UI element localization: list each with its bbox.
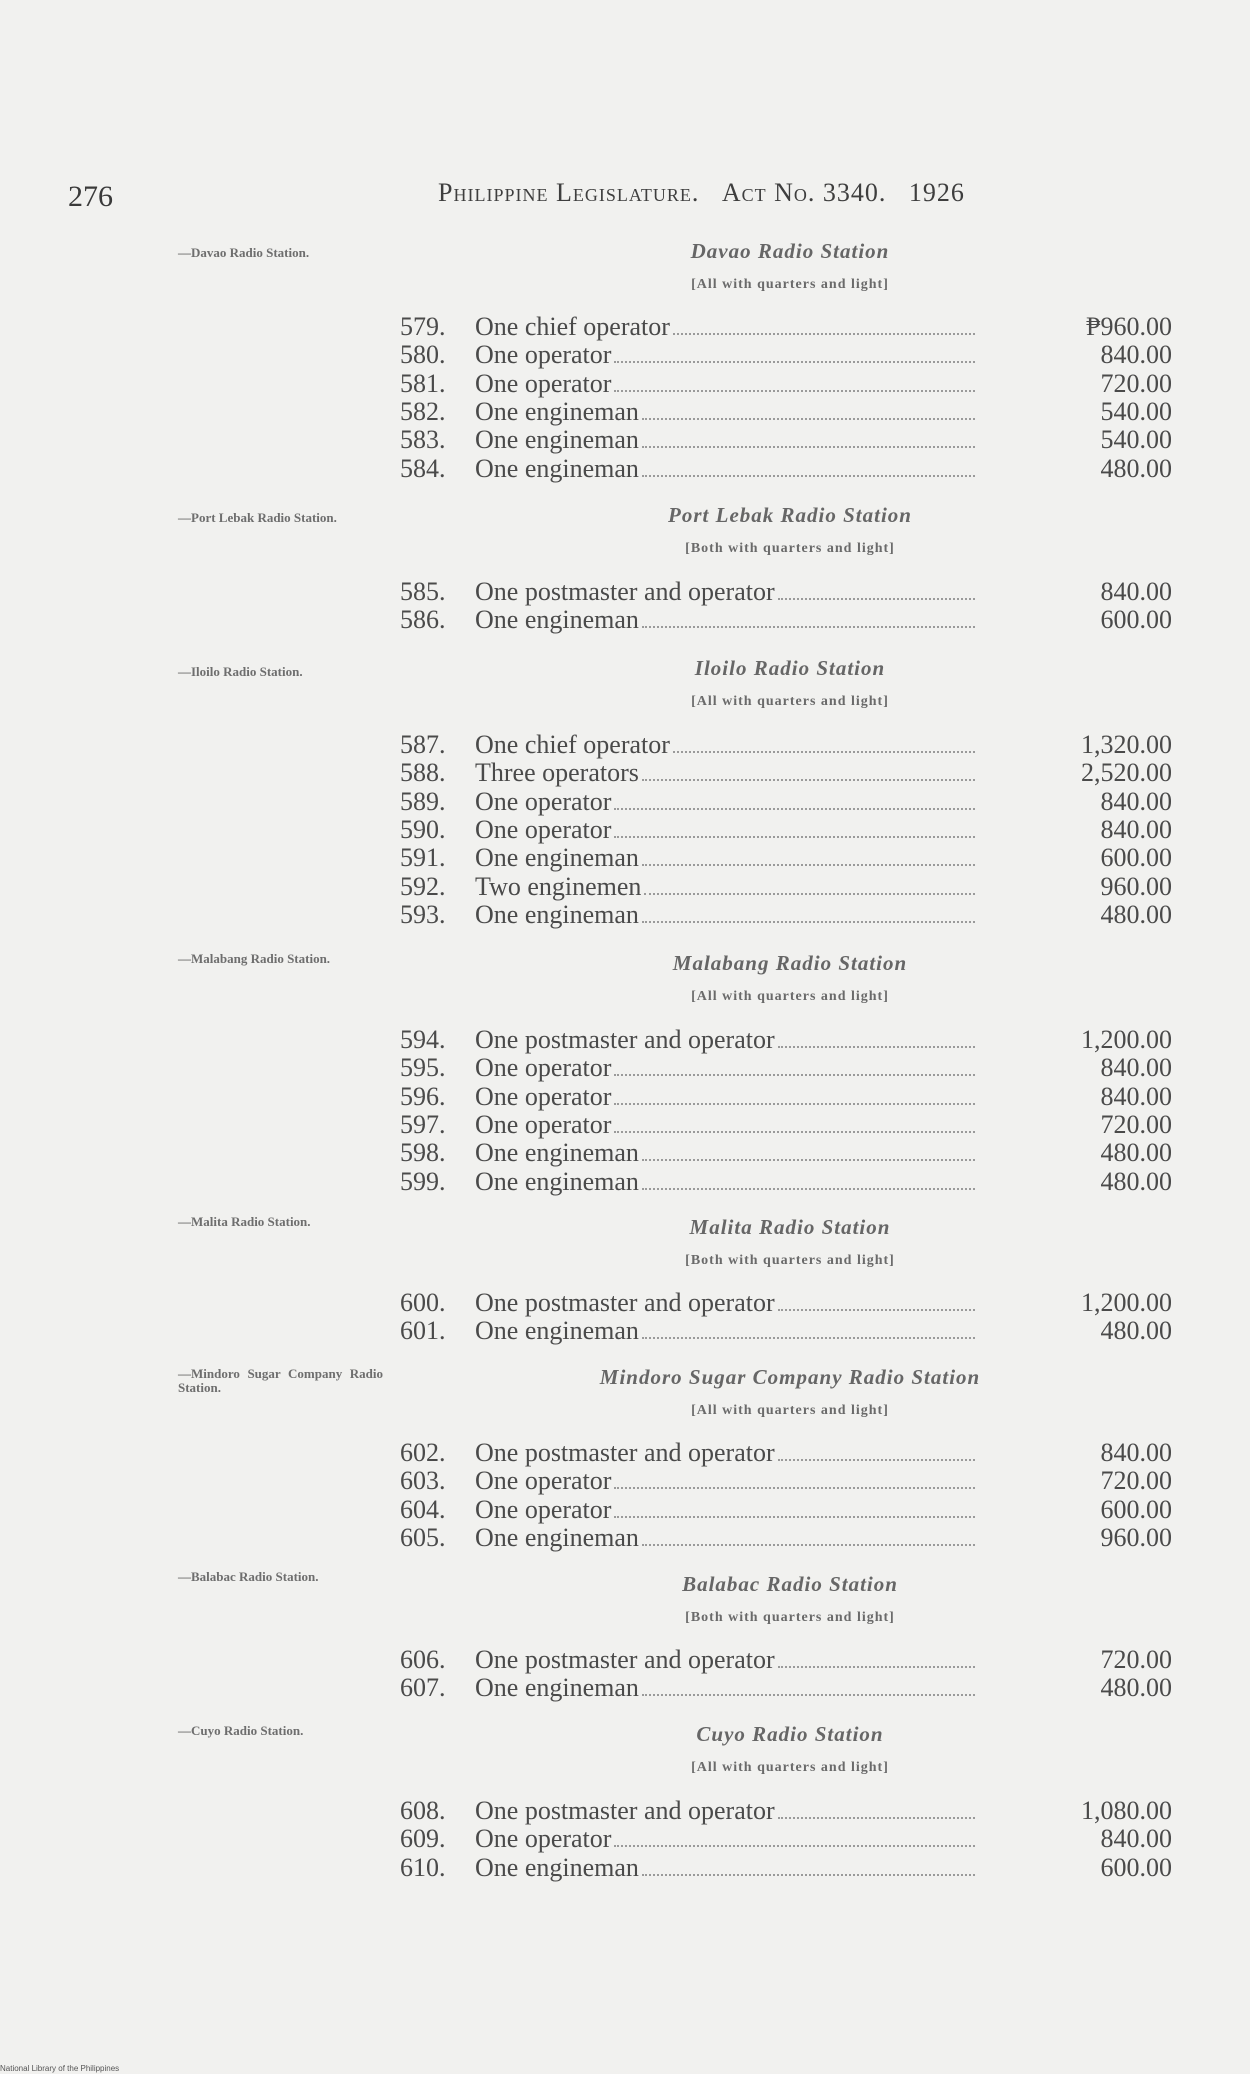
item-number: 594. [400,1025,446,1054]
dot-leader [778,1309,975,1311]
item-description: One engineman [475,1166,639,1196]
line-item [400,1645,1172,1673]
item-number: 608. [400,1796,446,1825]
line-item [400,1138,1172,1166]
item-amount: 960.00 [1100,1522,1172,1552]
item-number: 591. [400,843,446,873]
line-item [400,1288,1172,1316]
item-amount: 600.00 [1100,843,1172,873]
item-description: One engineman [475,843,639,873]
item-number: 610. [400,1852,446,1882]
item-description-cell [475,1288,975,1318]
dot-leader [642,779,975,781]
item-number: 596. [400,1081,446,1111]
dot-leader [642,475,975,477]
item-description: One engineman [475,1138,639,1168]
item-number: 581. [400,368,446,398]
line-item [400,1853,1172,1881]
item-number: 587. [400,730,446,759]
item-amount: 600.00 [1100,1494,1172,1524]
item-description-cell [475,872,975,902]
item-number: 606. [400,1645,446,1674]
item-description: One operator [475,1494,612,1524]
item-description: Two enginemen [475,871,642,901]
item-description-cell [475,1438,975,1468]
item-number: 588. [400,758,446,788]
margin-note: —Cuyo Radio Station. [178,1723,304,1738]
line-item [400,1316,1172,1344]
item-amount: 720.00 [1100,1109,1172,1139]
line-item [400,577,1172,605]
margin-note: —Port Lebak Radio Station. [178,510,337,525]
item-description-cell [475,843,975,873]
item-description: One postmaster and operator [475,1025,775,1054]
item-number: 603. [400,1466,446,1496]
dot-leader [642,1874,975,1876]
item-description: One operator [475,786,612,816]
margin-note: —Mindoro Sugar Company Radio Station. [178,1366,383,1395]
item-amount: 480.00 [1100,1673,1172,1703]
item-description-cell [475,787,975,817]
item-description-cell [475,1645,975,1675]
dot-leader [614,836,975,838]
dot-leader [673,333,975,335]
item-description: One operator [475,814,612,844]
section-subheading: [Both with quarters and light] [685,1253,895,1268]
dot-leader [614,1074,975,1076]
item-description: One postmaster and operator [475,1288,775,1317]
line-item [400,758,1172,786]
dot-leader [642,1188,975,1190]
item-description: One chief operator [475,730,670,759]
margin-note: —Iloilo Radio Station. [178,664,303,679]
line-item [400,1673,1172,1701]
section-subheading: [All with quarters and light] [691,989,889,1004]
section-heading: Cuyo Radio Station [696,1722,884,1746]
section-subheading: [All with quarters and light] [691,1403,889,1418]
item-number: 605. [400,1522,446,1552]
item-description-cell [475,1138,975,1168]
item-number: 598. [400,1138,446,1168]
footer-credit: National Library of the Philippines [0,2064,120,2073]
item-description: One chief operator [475,312,670,341]
item-description: One engineman [475,453,639,483]
item-description-cell [475,1053,975,1083]
item-description-cell [475,758,975,788]
item-description: One engineman [475,1673,639,1703]
item-description: One operator [475,1081,612,1111]
item-amount: 480.00 [1100,453,1172,483]
item-description: One operator [475,1109,612,1139]
item-description-cell [475,1796,975,1826]
dot-leader [614,390,975,392]
section-subheading: [Both with quarters and light] [685,541,895,556]
item-number: 604. [400,1494,446,1524]
dot-leader [642,1694,975,1696]
dot-leader [614,1487,975,1489]
line-item [400,843,1172,871]
item-amount: 960.00 [1100,871,1172,901]
dot-leader [642,921,975,923]
dot-leader [614,808,975,810]
item-number: 595. [400,1053,446,1083]
item-description-cell [475,605,975,635]
item-description: One postmaster and operator [475,1438,775,1467]
section-heading: Malita Radio Station [689,1215,891,1239]
item-amount: 840.00 [1100,1824,1172,1854]
item-description-cell [475,454,975,484]
item-number: 586. [400,605,446,635]
dot-leader [614,361,975,363]
line-item [400,900,1172,928]
item-amount: 840.00 [1100,786,1172,816]
dot-leader [614,1516,975,1518]
dot-leader [778,1666,975,1668]
dot-leader [614,1103,975,1105]
line-item [400,730,1172,758]
dot-leader [642,1159,975,1161]
section-heading: Davao Radio Station [690,239,890,263]
dot-leader [778,1459,975,1461]
item-description-cell [475,340,975,370]
item-amount: 840.00 [1100,1053,1172,1083]
section-heading: Malabang Radio Station [672,951,908,975]
item-amount: 480.00 [1100,1316,1172,1346]
line-item [400,1495,1172,1523]
item-amount: 480.00 [1100,1138,1172,1168]
line-item [400,397,1172,425]
item-description-cell [475,369,975,399]
section-heading: Iloilo Radio Station [694,656,886,680]
item-number: 609. [400,1824,446,1854]
item-description-cell [475,1495,975,1525]
item-description: One operator [475,340,612,370]
item-description-cell [475,1025,975,1055]
line-item [400,340,1172,368]
item-description-cell [475,1167,975,1197]
item-amount: 720.00 [1100,1466,1172,1496]
item-number: 583. [400,425,446,455]
item-description-cell [475,312,975,342]
item-description-cell [475,1466,975,1496]
item-number: 599. [400,1166,446,1196]
item-amount: 600.00 [1100,605,1172,635]
dot-leader [644,893,975,895]
item-number: 585. [400,577,446,606]
item-description-cell [475,1110,975,1140]
item-description-cell [475,425,975,455]
dot-leader [614,1845,975,1847]
item-description-cell [475,1523,975,1553]
item-description-cell [475,900,975,930]
item-amount: 540.00 [1100,396,1172,426]
item-description-cell [475,1853,975,1883]
item-number: 607. [400,1673,446,1703]
item-number: 597. [400,1109,446,1139]
item-description: One operator [475,1824,612,1854]
item-description-cell [475,1824,975,1854]
section-subheading: [Both with quarters and light] [685,1610,895,1625]
item-description: One engineman [475,396,639,426]
page-number: 276 [68,180,113,213]
line-item [400,1796,1172,1824]
margin-note: —Malita Radio Station. [178,1214,311,1229]
item-amount: ₱960.00 [1086,312,1172,341]
section-subheading: [All with quarters and light] [691,277,889,292]
item-description: One postmaster and operator [475,1796,775,1825]
line-item [400,1053,1172,1081]
item-number: 584. [400,453,446,483]
item-description: One operator [475,368,612,398]
item-description: Three operators [475,758,639,788]
dot-leader [642,418,975,420]
dot-leader [642,864,975,866]
item-description-cell [475,1316,975,1346]
item-amount: 480.00 [1100,899,1172,929]
item-number: 579. [400,312,446,341]
item-amount: 720.00 [1100,368,1172,398]
item-number: 600. [400,1288,446,1317]
dot-leader [642,446,975,448]
running-head-title: Philippine Legislature. [438,178,700,207]
line-item [400,787,1172,815]
item-description: One engineman [475,899,639,929]
line-item [400,312,1172,340]
dot-leader [642,626,975,628]
item-description: One operator [475,1053,612,1083]
item-number: 593. [400,899,446,929]
item-description-cell [475,815,975,845]
item-description-cell [475,577,975,607]
item-description: One postmaster and operator [475,577,775,606]
item-description-cell [475,1082,975,1112]
line-item [400,454,1172,482]
item-amount: 1,080.00 [1081,1796,1172,1825]
margin-note: —Balabac Radio Station. [178,1569,319,1584]
item-amount: 1,200.00 [1081,1288,1172,1317]
item-number: 602. [400,1438,446,1467]
item-number: 580. [400,340,446,370]
running-head [438,178,965,208]
line-item [400,425,1172,453]
item-number: 589. [400,786,446,816]
section-subheading: [All with quarters and light] [691,694,889,709]
dot-leader [778,1046,975,1048]
item-number: 601. [400,1316,446,1346]
item-amount: 720.00 [1100,1645,1172,1674]
line-item [400,369,1172,397]
line-item [400,1167,1172,1195]
line-item [400,1110,1172,1138]
item-description: One postmaster and operator [475,1645,775,1674]
item-description-cell [475,730,975,760]
item-number: 582. [400,396,446,426]
section-heading: Port Lebak Radio Station [668,503,912,527]
line-item [400,872,1172,900]
item-amount: 840.00 [1100,814,1172,844]
margin-note: —Malabang Radio Station. [178,951,331,966]
dot-leader [614,1131,975,1133]
item-description: One engineman [475,605,639,635]
line-item [400,815,1172,843]
item-description: One operator [475,1466,612,1496]
item-amount: 1,200.00 [1081,1025,1172,1054]
item-amount: 540.00 [1100,425,1172,455]
item-amount: 1,320.00 [1081,730,1172,759]
item-amount: 840.00 [1100,1081,1172,1111]
section-subheading: [All with quarters and light] [691,1760,889,1775]
line-item [400,1466,1172,1494]
item-amount: 840.00 [1100,340,1172,370]
item-number: 590. [400,814,446,844]
item-amount: 480.00 [1100,1166,1172,1196]
line-item [400,605,1172,633]
item-amount: 600.00 [1100,1852,1172,1882]
margin-note: —Davao Radio Station. [178,245,310,260]
dot-leader [642,1337,975,1339]
section-heading: Balabac Radio Station [682,1572,898,1596]
line-item [400,1523,1172,1551]
item-description: One engineman [475,1522,639,1552]
item-amount: 2,520.00 [1081,758,1172,788]
item-amount: 840.00 [1100,1438,1172,1467]
line-item [400,1438,1172,1466]
item-description: One engineman [475,1852,639,1882]
dot-leader [673,751,975,753]
line-item [400,1824,1172,1852]
line-item [400,1025,1172,1053]
item-description: One engineman [475,1316,639,1346]
item-description-cell [475,1673,975,1703]
item-description: One engineman [475,425,639,455]
running-head-act: Act No. 3340. [721,178,887,207]
dot-leader [642,1544,975,1546]
section-heading: Mindoro Sugar Company Radio Station [599,1365,981,1389]
item-description-cell [475,397,975,427]
dot-leader [778,1817,975,1819]
running-head-year: 1926 [908,178,965,207]
item-number: 592. [400,871,446,901]
item-amount: 840.00 [1100,577,1172,606]
dot-leader [778,598,975,600]
line-item [400,1082,1172,1110]
